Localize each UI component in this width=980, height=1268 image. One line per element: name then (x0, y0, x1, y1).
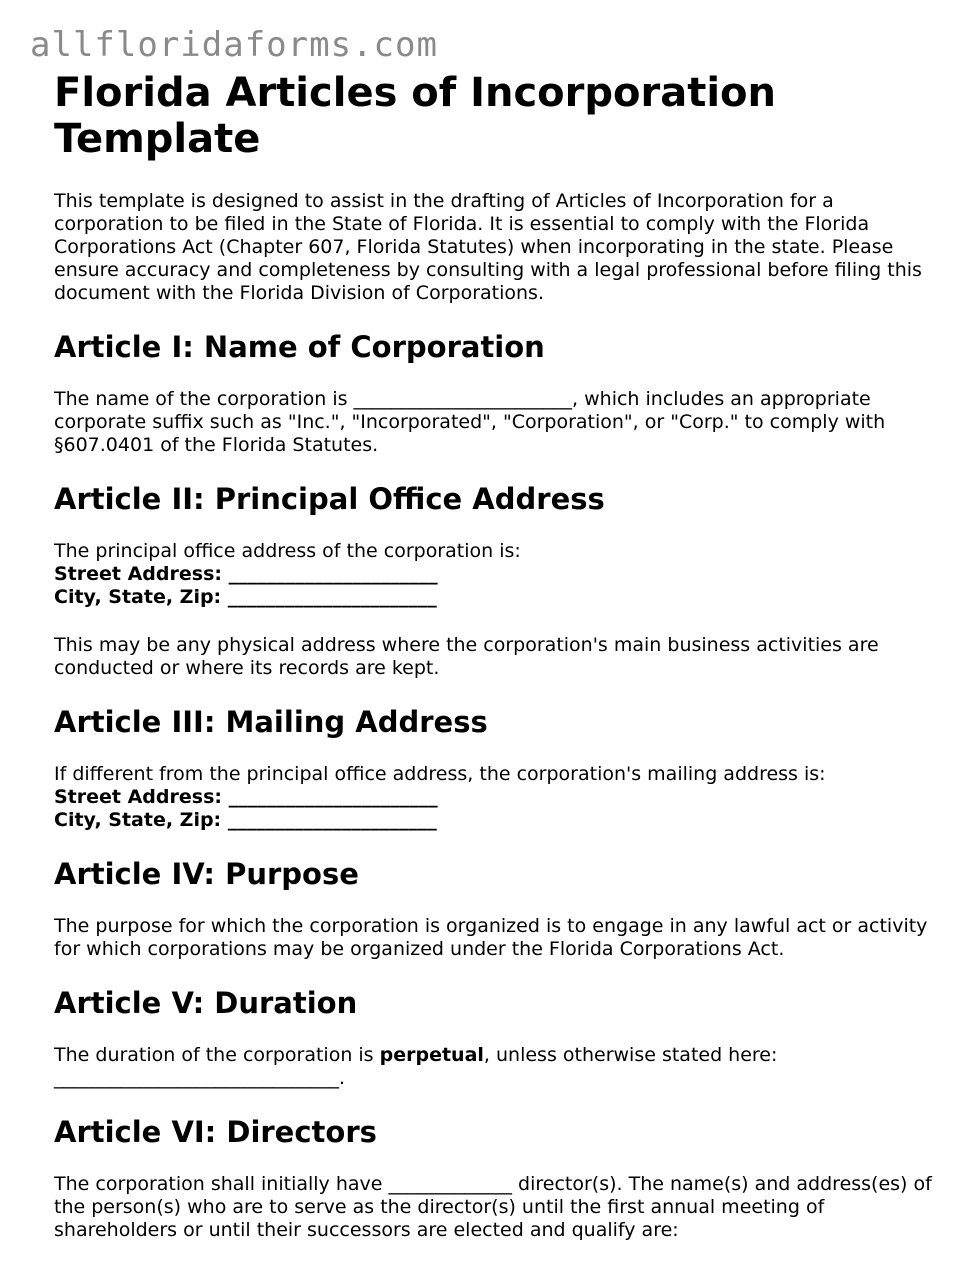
title-line-1: Florida Articles of Incorporation (54, 70, 777, 116)
article-5-text-after: , unless otherwise stated here: ______________________________. (54, 1044, 778, 1089)
article-6-heading: Article VI: Directors (54, 1115, 377, 1149)
article-3-street-label: Street Address: ______________________ (54, 786, 438, 808)
duration-perpetual: perpetual (379, 1044, 484, 1066)
article-3-heading: Article III: Mailing Address (54, 705, 488, 739)
article-6-text-before: The corporation shall initially have (54, 1173, 389, 1195)
article-6-text (54, 1173, 944, 1242)
article-5-text (54, 1044, 944, 1090)
document-body (54, 70, 944, 1267)
article-4-heading: Article IV: Purpose (54, 857, 359, 891)
article-1-heading: Article I: Name of Corporation (54, 330, 545, 364)
article-1-text (54, 388, 944, 457)
director-count-blank: _____________ (388, 1173, 512, 1195)
site-watermark: allfloridaforms.com (30, 25, 438, 65)
article-5-text-before: The duration of the corporation is (54, 1044, 380, 1066)
article-6-text-after: director(s). The name(s) and address(es) of the person(s) who are to serve as the director(s) until the first annual meeting of shareholders or until their successors are elected and qualify are: (54, 1173, 932, 1241)
article-1-text-before: The name of the corporation is (54, 388, 354, 410)
article-2-city-label: City, State, Zip: ______________________ (54, 586, 437, 608)
title-line-2: Template (54, 116, 261, 162)
corporation-name-blank: _______________________ (353, 388, 573, 410)
article-2-intro: The principal office address of the corporation is: (54, 540, 521, 562)
page-title (54, 70, 944, 162)
article-3-intro: If different from the principal office address, the corporation's mailing address is: (54, 763, 826, 785)
article-2-address-block (54, 540, 944, 609)
article-1-text-after: , which includes an appropriate corporate suffix such as "Inc.", "Incorporated", "Corporation", or "Corp." to comply with §607.0401 of the Florida Statutes. (54, 388, 886, 456)
article-3-city-label: City, State, Zip: ______________________ (54, 809, 437, 831)
article-5-heading: Article V: Duration (54, 986, 358, 1020)
intro-paragraph: This template is designed to assist in the drafting of Articles of Incorporation for a corporation to be filed in the State of Florida. It is essential to comply with the Florida Corporations Act (Chapter 607, Florida Statutes) when incorporating in the state. Please ensure accuracy and completeness by consulting with a legal professional before filing this document with the Florida Division of Corporations. (54, 190, 922, 304)
article-3-address-block (54, 763, 944, 832)
article-2-note: This may be any physical address where the corporation's main business activities are conducted or where its records are kept. (54, 634, 879, 679)
article-4-text: The purpose for which the corporation is organized is to engage in any lawful act or activity for which corporations may be organized under the Florida Corporations Act. (54, 915, 928, 960)
article-2-street-label: Street Address: ______________________ (54, 563, 438, 585)
article-2-heading: Article II: Principal Office Address (54, 482, 605, 516)
